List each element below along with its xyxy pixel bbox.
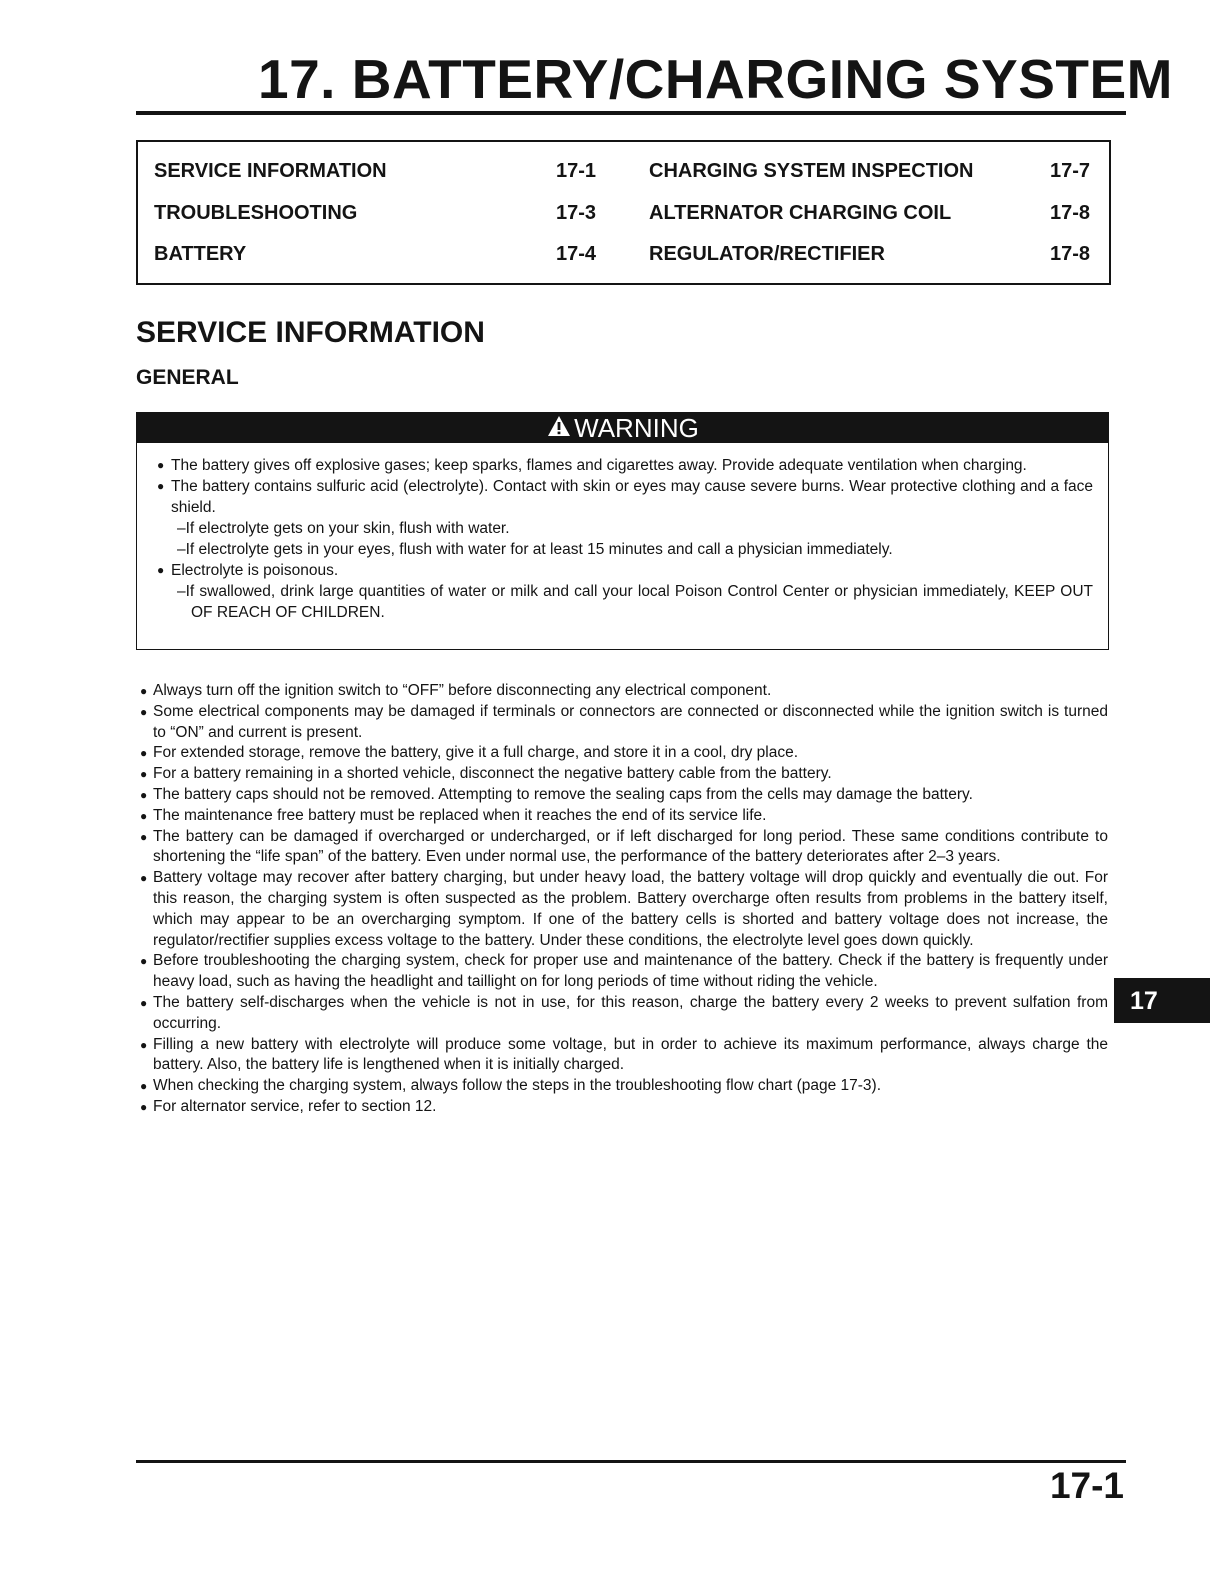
- warning-triangle-icon: [546, 413, 572, 446]
- bullet-icon: ●: [140, 746, 148, 761]
- bullet-icon: ●: [157, 563, 165, 577]
- bullet-icon: ●: [140, 1099, 148, 1114]
- list-item: ● The maintenance free battery must be replaced when it reaches the end of its service life.: [140, 806, 1108, 827]
- toc-page[interactable]: 17-1: [556, 160, 597, 182]
- bullet-icon: ●: [157, 479, 165, 493]
- list-item: ● When checking the charging system, always follow the steps in the troubleshooting flow chart (page 17-3).: [140, 1076, 1108, 1097]
- warning-box: [136, 412, 1109, 650]
- list-item: ● Battery voltage may recover after battery charging, but under heavy load, the battery voltage will drop quickly and eventually die out. For this reason, the charging system is often suspected as the problem. Battery overcharge often results from problems in the battery itself, which may appear to be an overcharging symptom. If one of the battery cells is shorted and battery voltage does not increase, the regulator/rectifier supplies excess voltage to the battery. Under these conditions, the electrolyte level goes down quickly.: [140, 869, 1108, 949]
- list-item: ● The battery caps should not be removed. Attempting to remove the sealing caps from the cells may damage the battery.: [140, 785, 1108, 806]
- table-of-contents: [136, 140, 1111, 285]
- bullet-icon: ●: [140, 1037, 148, 1052]
- toc-page[interactable]: 17-3: [556, 202, 597, 224]
- warning-list: [157, 455, 1093, 623]
- page-number: 17-1: [1049, 1465, 1124, 1506]
- bullet-icon: ●: [140, 704, 148, 719]
- list-item: ● The battery self-discharges when the vehicle is not in use, for this reason, charge the battery every 2 weeks to prevent sulfation from occurring.: [140, 993, 1108, 1032]
- toc-page[interactable]: 17-8: [1050, 202, 1091, 224]
- bullet-icon: ●: [140, 767, 148, 782]
- bullet-icon: ●: [140, 995, 148, 1010]
- warning-subitem: –If electrolyte gets in your eyes, flush with water for at least 15 minutes and call a physician immediately.: [177, 541, 893, 558]
- warning-subitem: –If electrolyte gets on your skin, flush with water.: [177, 520, 510, 537]
- section-tab: 17: [1114, 978, 1210, 1023]
- toc-page[interactable]: 17-4: [556, 243, 597, 265]
- list-item: ● For alternator service, refer to section 12.: [140, 1097, 1108, 1118]
- chapter-title: 17. BATTERY/CHARGING SYSTEM: [258, 48, 1173, 110]
- toc-label[interactable]: TROUBLESHOOTING: [154, 202, 358, 224]
- bullet-icon: ●: [157, 458, 165, 472]
- section-heading: SERVICE INFORMATION: [136, 316, 485, 349]
- warning-subitem: –If swallowed, drink large quantities of water or milk and call your local Poison Control Center or physician immediately, KEEP OUT OF REACH OF CHILDREN.: [177, 583, 1093, 621]
- toc-page[interactable]: 17-8: [1050, 243, 1091, 265]
- list-item: ● Filling a new battery with electrolyte will produce some voltage, but in order to achieve its maximum performance, always charge the battery. Also, the battery life is lengthened when it is initially charged.: [140, 1035, 1108, 1074]
- toc-label[interactable]: ALTERNATOR CHARGING COIL: [649, 202, 952, 224]
- sub-heading: GENERAL: [136, 366, 239, 389]
- toc-label[interactable]: BATTERY: [154, 243, 247, 265]
- warning-item: ● The battery gives off explosive gases; keep sparks, flames and cigarettes away. Provide adequate ventilation when charging.: [157, 457, 1027, 474]
- bullet-icon: ●: [140, 808, 148, 823]
- bullet-icon: ●: [140, 684, 148, 698]
- footer-rule: [136, 1460, 1126, 1463]
- warning-item: ● Electrolyte is poisonous.: [157, 562, 339, 579]
- warning-label: WARNING: [574, 413, 699, 443]
- list-item: ● For extended storage, remove the battery, give it a full charge, and store it in a cool, dry place.: [140, 743, 1108, 764]
- title-rule: [136, 111, 1126, 115]
- list-item: ● Some electrical components may be damaged if terminals or connectors are connected or disconnected while the ignition switch is turned to “ON” and current is present.: [140, 702, 1108, 741]
- service-notes-list: [140, 681, 1108, 1118]
- list-item: ● Before troubleshooting the charging system, check for proper use and maintenance of the battery. Check if the battery is frequently under heavy load, such as having the headlight and taillight on for long periods of time without riding the vehicle.: [140, 952, 1108, 991]
- list-item: ● Always turn off the ignition switch to “OFF” before disconnecting any electrical component.: [140, 681, 1108, 702]
- toc-label[interactable]: CHARGING SYSTEM INSPECTION: [649, 160, 974, 182]
- warning-item: ● The battery contains sulfuric acid (electrolyte). Contact with skin or eyes may cause severe burns. Wear protective clothing and a face shield.: [157, 478, 1093, 516]
- list-item: ● For a battery remaining in a shorted vehicle, disconnect the negative battery cable from the battery.: [140, 764, 1108, 785]
- bullet-icon: ●: [140, 1079, 148, 1094]
- toc-label[interactable]: REGULATOR/RECTIFIER: [649, 243, 885, 265]
- toc-page[interactable]: 17-7: [1050, 160, 1091, 182]
- bullet-icon: ●: [140, 954, 148, 969]
- warning-banner: [137, 413, 1108, 443]
- list-item: ● The battery can be damaged if overcharged or undercharged, or if left discharged for long period. These same conditions contribute to shortening the “life span” of the battery. Even under normal use, the performance of the battery deteriorates after 2–3 years.: [140, 827, 1108, 866]
- bullet-icon: ●: [140, 871, 148, 886]
- bullet-icon: ●: [140, 787, 148, 802]
- toc-label[interactable]: SERVICE INFORMATION: [154, 160, 387, 182]
- bullet-icon: ●: [140, 829, 148, 844]
